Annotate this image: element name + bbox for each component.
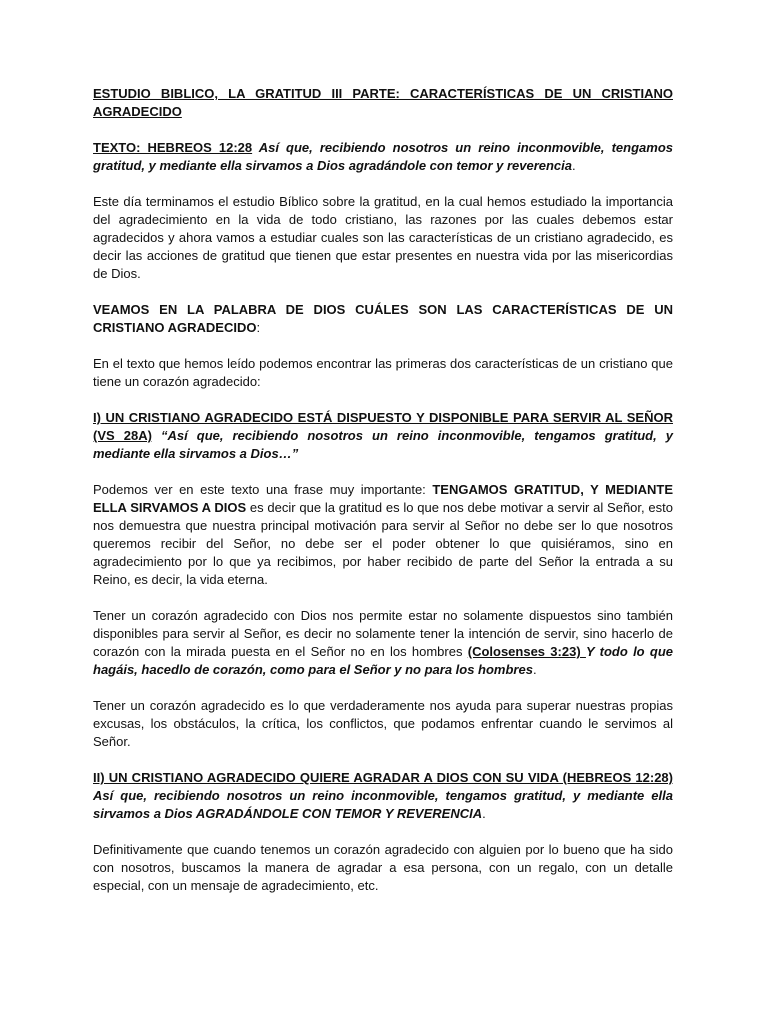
- section-heading-paragraph: [93, 301, 673, 337]
- intro-paragraph: Este día terminamos el estudio Bíblico sobre la gratitud, en la cual hemos estudiado la importancia del agradecimiento en la vida de todo cristiano, las razones por las cuales debemos estar agradecidos y ahora vamos a estudiar cuales son las características de un cristiano agradecido, es decir las acciones de gratitud que tienen que estar presentes en nuestra vida por las misericordias de Dios.: [93, 194, 673, 281]
- point-two-heading: II) UN CRISTIANO AGRADECIDO QUIERE AGRADAR A DIOS CON SU VIDA (HEBREOS 12:28): [93, 770, 673, 785]
- key-verse-end: .: [572, 158, 576, 173]
- colossians-quote: Y todo lo que hagáis, hacedlo de corazón, como para el Señor y no para los hombres: [93, 644, 674, 677]
- motivation-post: es decir que la gratitud es lo que nos debe motivar a servir al Señor, esto nos demuestra que nuestra principal motivación para servir al Señor no debe ser lo que nosotros queremos recibir del Señor, no debe ser el poder obtener lo que quisiéramos, sino en agradecimiento por lo que ya recibimos, por haber recibido de parte del Señor la entrada a su Reino, es decir, la vida eterna.: [93, 500, 673, 587]
- motivation-pre: Podemos ver en este texto una frase muy importante:: [93, 482, 433, 497]
- key-verse-quote: Así que, recibiendo nosotros un reino inconmovible, tengamos gratitud, y mediante ella sirvamos a Dios agradándole con temor y reverencia: [93, 140, 673, 173]
- texto-leido-paragraph: En el texto que hemos leído podemos encontrar las primeras dos características de un cristiano que tiene un corazón agradecido:: [93, 356, 673, 389]
- section-heading: VEAMOS EN LA PALABRA DE DIOS CUÁLES SON LAS CARACTERÍSTICAS DE UN CRISTIANO AGRADECIDO: [93, 302, 673, 335]
- point-one-quote: “Así que, recibiendo nosotros un reino inconmovible, tengamos gratitud, y mediante ella sirvamos a Dios…”: [93, 428, 673, 461]
- point-one-heading: I) UN CRISTIANO AGRADECIDO ESTÁ DISPUESTO Y DISPONIBLE PARA SERVIR AL SEÑOR (VS 28A): [93, 410, 673, 443]
- document-title: [93, 85, 673, 121]
- willingness-paragraph: [93, 607, 673, 679]
- point-one-paragraph: [93, 409, 673, 463]
- obstacles-paragraph: Tener un corazón agradecido es lo que verdaderamente nos ayuda para superar nuestras propias excusas, los obstáculos, la crítica, los conflictos, que podamos enfrentar cuando le servimos al Señor.: [93, 698, 673, 749]
- motivation-bold: TENGAMOS GRATITUD, Y MEDIANTE ELLA SIRVAMOS A DIOS: [93, 482, 674, 515]
- key-verse-label: TEXTO: HEBREOS 12:28: [93, 140, 253, 155]
- colossians-reference: (Colosenses 3:23): [467, 644, 586, 659]
- willingness-pre: Tener un corazón agradecido con Dios nos permite estar no solamente dispuestos sino también disponibles para servir al Señor, es decir no solamente tener la intención de servir, sino hacerlo de corazón con la mirada puesta en el Señor no en los hombres: [93, 608, 673, 659]
- point-two-end: .: [482, 806, 486, 821]
- point-two-quote: Así que, recibiendo nosotros un reino inconmovible, tengamos gratitud, y mediante ella sirvamos a Dios AGRADÁNDOLE CON TEMOR Y REVERENCIA: [93, 788, 673, 821]
- document-page: [93, 85, 673, 913]
- title-text: ESTUDIO BIBLICO, LA GRATITUD III PARTE: CARACTERÍSTICAS DE UN CRISTIANO AGRADECIDO: [93, 86, 673, 119]
- section-heading-end: :: [256, 320, 261, 335]
- motivation-paragraph: [93, 481, 673, 589]
- willingness-end: .: [532, 662, 537, 677]
- key-verse-paragraph: [93, 139, 673, 175]
- point-two-paragraph: [93, 769, 673, 823]
- pleasing-paragraph: Definitivamente que cuando tenemos un corazón agradecido con alguien por lo bueno que ha sido con nosotros, buscamos la manera de agradar a esa persona, con un regalo, con un detalle especial, con un mensaje de agradecimiento, etc.: [93, 842, 673, 893]
